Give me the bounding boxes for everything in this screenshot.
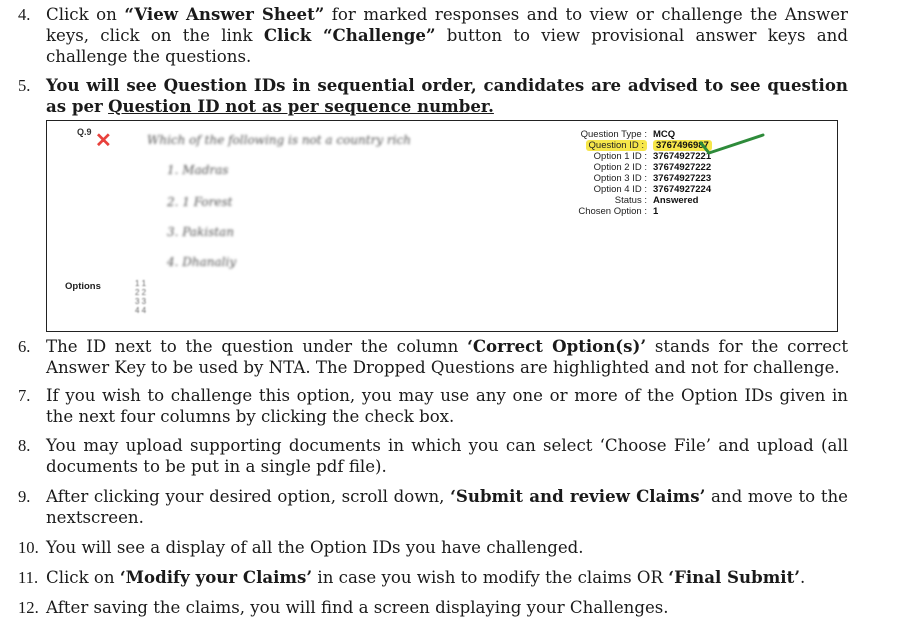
text: for marked responses and to view or challenge the Answer keys, click on the link: [46, 5, 848, 45]
cross-icon: ✕: [95, 130, 112, 152]
item-number: 7.: [18, 386, 31, 405]
meta-row: Option 2 ID : 37674927222: [593, 162, 712, 173]
blurred-option-3: 3. Pakistan: [167, 225, 234, 239]
underlined-text: Question ID not as per sequence number.: [108, 96, 494, 116]
blurred-question-text: Which of the following is not a country rich: [147, 133, 411, 147]
text: You will see a display of all the Option IDs you have challenged.: [46, 538, 584, 557]
bold-text: “View Answer Sheet”: [124, 4, 325, 24]
text: After saving the claims, you will find a screen displaying your Challenges.: [46, 598, 669, 617]
item-number: 12.: [18, 598, 39, 617]
item-number: 8.: [18, 436, 31, 455]
meta-row: Status : Answered: [614, 195, 699, 206]
bold-text: Click “Challenge”: [263, 25, 436, 45]
options-label: Options: [65, 281, 101, 292]
bold-text: ‘Submit and review Claims’: [450, 486, 706, 506]
text: .: [800, 568, 806, 587]
text: Click on: [46, 568, 120, 587]
meta-row: Chosen Option : 1: [578, 206, 659, 217]
blurred-option-list: 1 1 2 2 3 3 4 4: [135, 279, 147, 315]
blurred-option-1: 1. Madras: [167, 163, 229, 177]
check-icon: [697, 133, 767, 157]
meta-row-question-id: Question ID : 3767496987: [537, 140, 712, 151]
bold-text: ‘Correct Option(s)’: [467, 336, 647, 356]
blurred-option-2: 2. 1 Forest: [167, 195, 233, 209]
bold-text: You will see Question IDs in sequential order, candidates are advised to see question as per: [46, 75, 848, 116]
text: Click on: [46, 5, 125, 24]
question-number: Q.9: [77, 127, 92, 137]
item-number: 4.: [18, 5, 31, 24]
text: and move to the nextscreen.: [46, 487, 848, 527]
question-meta: [537, 129, 712, 217]
meta-row: Question Type : MCQ: [580, 129, 676, 140]
text: If you wish to challenge this option, you may use any one or more of the Option IDs given in the next four columns by clicking the check box.: [46, 386, 848, 426]
item-number: 10.: [18, 538, 39, 557]
item-number: 5.: [18, 76, 31, 95]
blurred-option-4: 4. Dhanaliy: [167, 255, 237, 269]
text: in case you wish to modify the claims OR: [312, 568, 669, 587]
bold-text: ‘Final Submit’: [668, 567, 801, 587]
meta-row: Option 3 ID : 37674927223: [593, 173, 712, 184]
item-number: 9.: [18, 487, 31, 506]
item-number: 6.: [18, 337, 31, 356]
text: The ID next to the question under the column: [46, 337, 468, 356]
meta-row: Option 1 ID : 37674927221: [593, 151, 712, 162]
meta-row: Option 4 ID : 37674927224: [593, 184, 712, 195]
text: button to view provisional answer keys and challenge the questions.: [46, 26, 848, 66]
text: After clicking your desired option, scroll down,: [46, 487, 451, 506]
text: stands for the correct Answer Key to be used by NTA. The Dropped Questions are highlighted and not for challenge.: [46, 337, 849, 377]
bold-text: ‘Modify your Claims’: [119, 567, 313, 587]
text: You may upload supporting documents in which you can select ‘Choose File’ and upload (all documents to be put in a single pdf file).: [46, 436, 848, 476]
question-screenshot: [46, 120, 838, 332]
item-number: 11.: [18, 568, 39, 587]
